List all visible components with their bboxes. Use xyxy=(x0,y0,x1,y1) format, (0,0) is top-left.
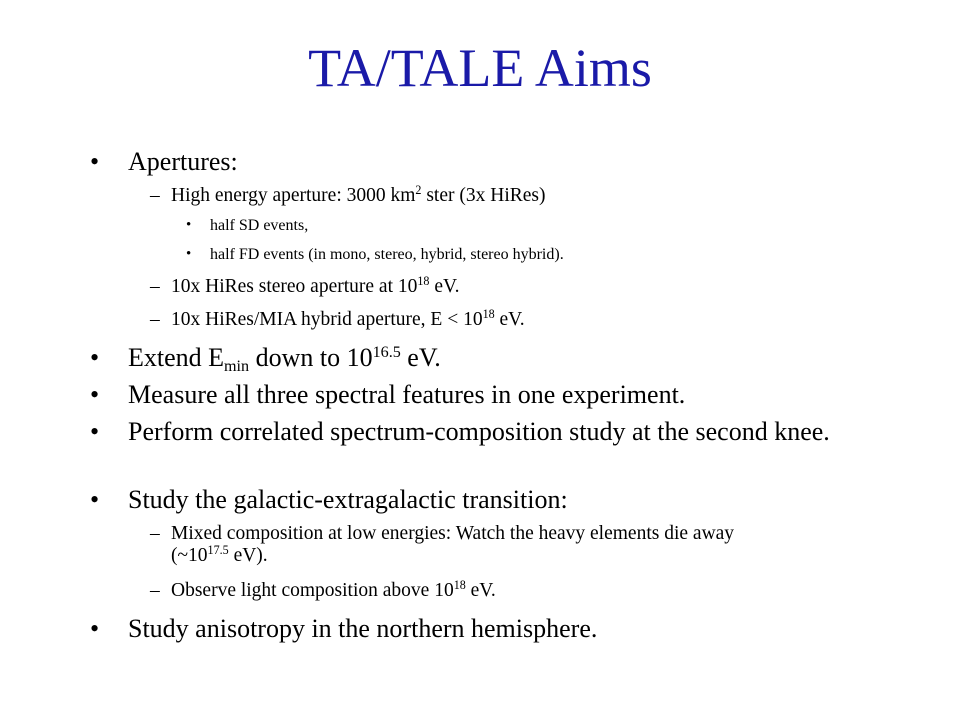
bullet-marker: • xyxy=(90,614,100,643)
subitem-text: Observe light composition above $10^{18}$ eV. xyxy=(171,578,496,601)
bullet-text: Perform correlated spectrum-composition study at the second knee. xyxy=(128,417,830,446)
bullet-text: Apertures: xyxy=(128,147,238,176)
subitem-text: 10x HiRes stereo aperture at $10^{18}$ eV. xyxy=(171,274,460,297)
bullet-marker: • xyxy=(186,217,192,233)
bullet-marker: • xyxy=(90,343,100,372)
bullet-marker: • xyxy=(90,485,100,514)
bullet-marker: • xyxy=(186,246,192,262)
bullet-marker: • xyxy=(90,380,100,409)
dash-marker: – xyxy=(150,276,160,297)
bullet-text: Study the galactic-extragalactic transition: xyxy=(128,485,568,514)
subsubitem-text: half FD events (in mono, stereo, hybrid, stereo hybrid). xyxy=(210,246,564,263)
subitem-text: 10x HiRes/MIA hybrid aperture, $E < 10^{18}$ eV. xyxy=(171,307,525,330)
dash-marker: – xyxy=(150,185,160,206)
bullet-text: Extend $E_{min}$ down to $10^{16.5}$ eV. xyxy=(128,343,441,375)
bullet-marker: • xyxy=(90,147,100,176)
bullet-marker: • xyxy=(90,417,100,446)
dash-marker: – xyxy=(150,309,160,330)
subitem-text: High energy aperture: 3000 $km^2$ ster (3x HiRes) xyxy=(171,183,546,206)
slide-title: TA/TALE Aims xyxy=(308,38,652,98)
subitem-text: Mixed composition at low energies: Watch the heavy elements die away ($\sim 10^{17.5}$ eV). xyxy=(171,523,735,566)
dash-marker: – xyxy=(150,580,160,601)
bullet-text: Measure all three spectral features in one experiment. xyxy=(128,380,686,409)
dash-marker: – xyxy=(150,523,160,544)
subsubitem-text: half SD events, xyxy=(210,217,309,234)
bullet-text: Study anisotropy in the northern hemisphere. xyxy=(128,614,598,643)
